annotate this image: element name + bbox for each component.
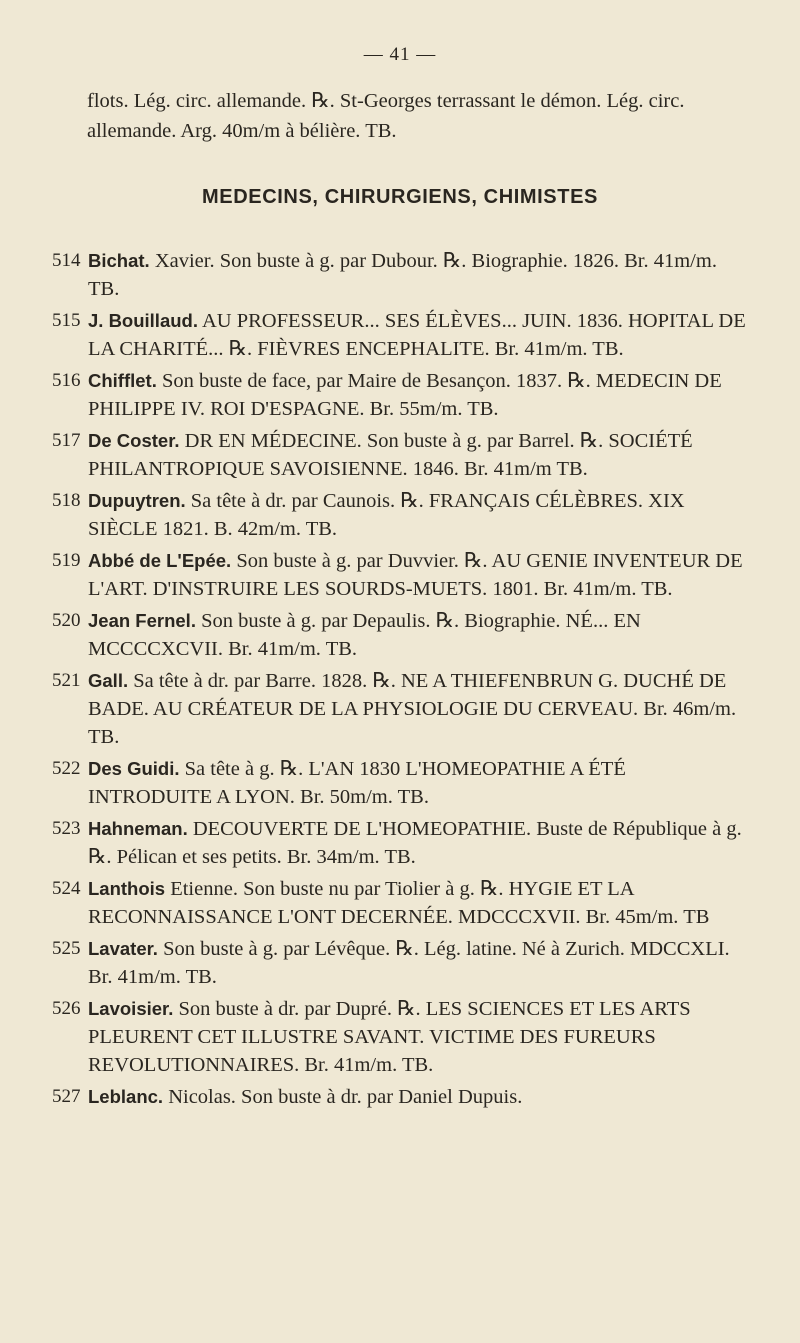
list-item xyxy=(52,307,752,363)
entry-description: Etienne. Son buste nu par Tiolier à g. ℞. HYGIE ET LA RECONNAISSANCE L'ONT DECERNÉE. MDCCCXVII. Br. 45m/m. TB xyxy=(88,878,710,928)
entry-description: Sa tête à dr. par Caunois. ℞. FRANÇAIS CÉLÈBRES. XIX SIÈCLE 1821. B. 42m/m. TB. xyxy=(88,490,685,540)
entry-number: 521 xyxy=(52,670,81,691)
entry-name: Des Guidi. xyxy=(88,758,180,779)
entry-name: Jean Fernel. xyxy=(88,610,196,631)
entry-list xyxy=(52,247,752,1115)
entry-name: Abbé de L'Epée. xyxy=(88,550,232,571)
list-item xyxy=(52,487,752,543)
entry-description: Nicolas. Son buste à dr. par Daniel Dupuis. xyxy=(168,1086,523,1108)
entry-number: 516 xyxy=(52,370,81,391)
list-item xyxy=(52,367,752,423)
list-item xyxy=(52,875,752,931)
list-item xyxy=(52,1083,752,1111)
list-item xyxy=(52,547,752,603)
list-item xyxy=(52,815,752,871)
entry-description: DR EN MÉDECINE. Son buste à g. par Barrel. ℞. SOCIÉTÉ PHILANTROPIQUE SAVOISIENNE. 1846. Br. 41m/m TB. xyxy=(88,430,693,480)
entry-number: 519 xyxy=(52,550,81,571)
entry-number: 527 xyxy=(52,1086,81,1107)
entry-description: Sa tête à dr. par Barre. 1828. ℞. NE A THIEFENBRUN G. DUCHÉ DE BADE. AU CRÉATEUR DE LA PHYSIOLOGIE DU CERVEAU. Br. 46m/m. TB. xyxy=(88,670,737,748)
entry-description: Xavier. Son buste à g. par Dubour. ℞. Biographie. 1826. Br. 41m/m. TB. xyxy=(88,250,717,300)
continuation-text: flots. Lég. circ. allemande. ℞. St-Georges terrassant le démon. Lég. circ. allemande. Arg. 40m/m à bélière. TB. xyxy=(87,90,685,142)
entry-description: Sa tête à g. ℞. L'AN 1830 L'HOMEOPATHIE A ÉTÉ INTRODUITE A LYON. Br. 50m/m. TB. xyxy=(88,758,626,808)
list-item xyxy=(52,607,752,663)
entry-name: Chifflet. xyxy=(88,370,157,391)
page-number: — 41 — xyxy=(363,44,437,65)
entry-name: Leblanc. xyxy=(88,1086,164,1107)
entry-name: J. Bouillaud. xyxy=(88,310,198,331)
entry-number: 518 xyxy=(52,490,81,511)
section-heading: MEDECINS, CHIRURGIENS, CHIMISTES xyxy=(202,186,598,208)
entry-number: 517 xyxy=(52,430,81,451)
entry-number: 514 xyxy=(52,250,81,271)
entry-description: AU PROFESSEUR... SES ÉLÈVES... JUIN. 1836. HOPITAL DE LA CHARITÉ... ℞. FIÈVRES ENCEPHALITE. Br. 41m/m. TB. xyxy=(88,310,746,360)
entry-name: Hahneman. xyxy=(88,818,188,839)
entry-name: Bichat. xyxy=(88,250,150,271)
entry-name: Lavoisier. xyxy=(88,998,174,1019)
entry-name: Gall. xyxy=(88,670,129,691)
entry-description: Son buste de face, par Maire de Besançon. 1837. ℞. MEDECIN DE PHILIPPE IV. ROI D'ESPAGNE. Br. 55m/m. TB. xyxy=(88,370,722,420)
entry-description: DECOUVERTE DE L'HOMEOPATHIE. Buste de République à g. ℞. Pélican et ses petits. Br. 34m/m. TB. xyxy=(88,818,742,868)
entry-number: 515 xyxy=(52,310,81,331)
entry-description: Son buste à g. par Depaulis. ℞. Biographie. NÉ... EN MCCCCXCVII. Br. 41m/m. TB. xyxy=(88,610,641,660)
entry-name: De Coster. xyxy=(88,430,180,451)
entry-number: 523 xyxy=(52,818,81,839)
entry-number: 520 xyxy=(52,610,81,631)
list-item xyxy=(52,247,752,303)
entry-name: Dupuytren. xyxy=(88,490,186,511)
entry-number: 524 xyxy=(52,878,81,899)
list-item xyxy=(52,935,752,991)
entry-name: Lanthois xyxy=(88,878,166,899)
entry-name: Lavater. xyxy=(88,938,158,959)
list-item xyxy=(52,995,752,1079)
entry-description: Son buste à dr. par Dupré. ℞. LES SCIENCES ET LES ARTS PLEURENT CET ILLUSTRE SAVANT. VICTIME DES FUREURS REVOLUTIONNAIRES. Br. 41m/m. TB. xyxy=(88,998,691,1076)
entry-number: 525 xyxy=(52,938,81,959)
list-item xyxy=(52,755,752,811)
entry-description: Son buste à g. par Lévêque. ℞. Lég. latine. Né à Zurich. MDCCXLI. Br. 41m/m. TB. xyxy=(88,938,730,988)
list-item xyxy=(52,427,752,483)
entry-number: 526 xyxy=(52,998,81,1019)
entry-description: Son buste à g. par Duvvier. ℞. AU GENIE INVENTEUR DE L'ART. D'INSTRUIRE LES SOURDS-MUETS. 1801. Br. 41m/m. TB. xyxy=(88,550,743,600)
list-item xyxy=(52,667,752,751)
entry-number: 522 xyxy=(52,758,81,779)
